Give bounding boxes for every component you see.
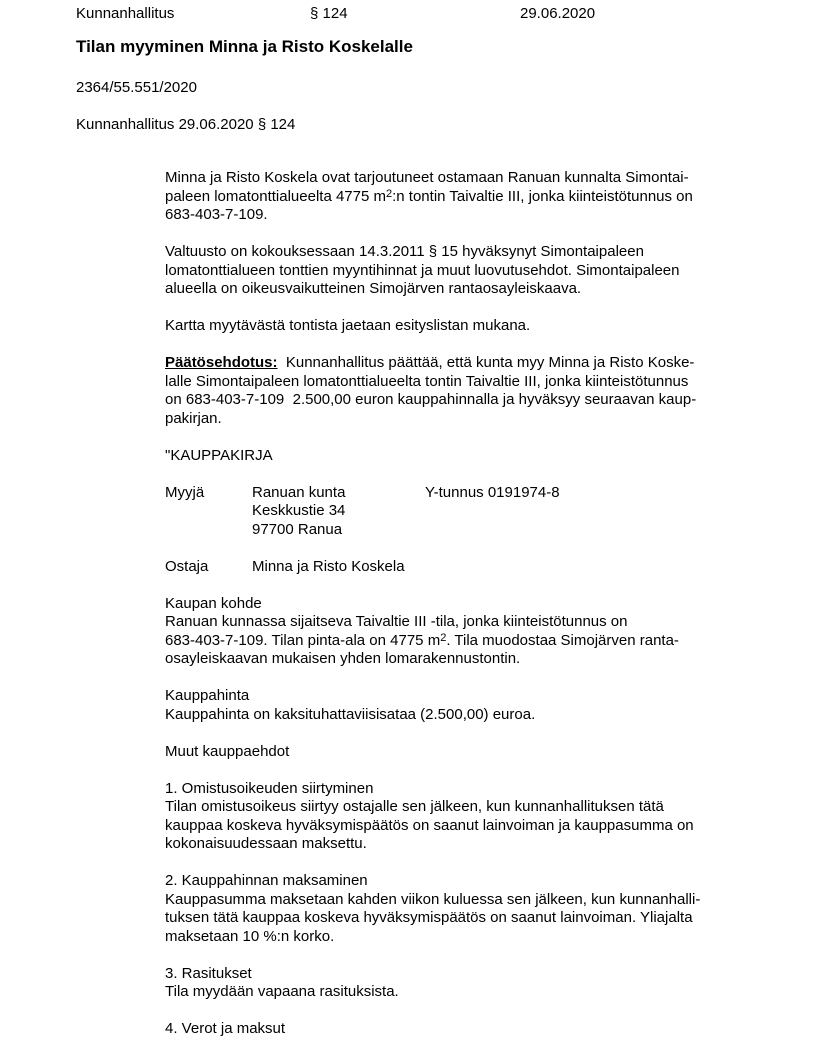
text-line: pakirjan. (165, 409, 222, 427)
paragraph (165, 317, 755, 336)
party-details (252, 558, 425, 577)
text-line: Kartta myytävästä tontista jaetaan esityslistan mukana. (165, 317, 531, 334)
superscript-2: 2 (440, 631, 447, 644)
section-number: § 124 (310, 5, 348, 22)
text-line: Kaupan kohde (165, 594, 262, 612)
text-line: Ostaja (165, 557, 209, 575)
party-id (425, 558, 755, 577)
text-line: Ranuan kunta (252, 483, 346, 501)
text-line: paleen lomatonttialueelta 4775 $m^2:n$ tontin Taivaltie III, jonka kiinteistötunnus on (165, 187, 693, 205)
paragraph (165, 872, 755, 946)
paragraph (165, 447, 755, 466)
paragraph (165, 743, 755, 762)
paragraph (165, 1020, 755, 1039)
text-line: "KAUPPAKIRJA (165, 446, 273, 464)
meeting-reference: Kunnanhallitus 29.06.2020 § 124 (76, 116, 296, 133)
text-line: alueella on oikeusvaikutteinen Simojärven rantaosayleiskaava. (165, 280, 582, 297)
text-line: 3. Rasitukset (165, 964, 252, 982)
text-line: Kauppasumma maksetaan kahden viikon kuluessa sen jälkeen, kun kunnanhalli- (165, 890, 701, 908)
text-line: tuksen tätä kauppaa koskeva hyväksymispäätös on saanut lainvoiman. Yliajalta (165, 909, 693, 926)
party-role-label (165, 558, 252, 577)
text-line: 683-403-7-109. (165, 206, 268, 223)
document-header (76, 5, 736, 24)
meeting-date: 29.06.2020 (520, 5, 596, 22)
text-line: 683-403-7-109. Tilan pinta-ala on 4775 $m^2$. Tila muodostaa Simojärven ranta- (165, 631, 679, 649)
party-row (165, 558, 755, 577)
text-line: Päätösehdotus: Kunnanhallitus päättää, että kunta myy Minna ja Risto Koske- (165, 354, 695, 371)
paragraph (165, 687, 755, 724)
text-line: Myyjä (165, 483, 205, 501)
party-id (425, 484, 755, 540)
paragraph (165, 965, 755, 1002)
text-line: Valtuusto on kokouksessaan 14.3.2011 § 15 hyväksynyt Simontaipaleen (165, 243, 644, 260)
text-line: 4. Verot ja maksut (165, 1020, 286, 1037)
text-line: kauppaa koskeva hyväksymispäätös on saanut lainvoiman ja kauppasumma on (165, 816, 694, 834)
text-line: Tila myydään vapaana rasituksista. (165, 983, 399, 1000)
case-number: 2364/55.551/2020 (76, 79, 197, 96)
text-line: maksetaan 10 %:n korko. (165, 927, 335, 945)
text-line: 1. Omistusoikeuden siirtyminen (165, 779, 374, 797)
text-line: Ranuan kunnassa sijaitseva Taivaltie III -tila, jonka kiinteistötunnus on (165, 613, 628, 630)
document-body (165, 169, 755, 1056)
text-line: Y-tunnus 0191974-8 (425, 483, 560, 501)
superscript-2: 2 (386, 187, 393, 200)
text-line: Minna ja Risto Koskela ovat tarjoutuneet ostamaan Ranuan kunnalta Simontai- (165, 169, 689, 186)
party-details (252, 484, 425, 540)
paragraph (165, 354, 755, 428)
party-role-label (165, 484, 252, 540)
text-line: Kauppahinta on kaksituhattaviisisataa (2.500,00) euroa. (165, 705, 536, 723)
text-line: Minna ja Risto Koskela (252, 557, 405, 575)
text-line: lomatonttialueen tonttien myyntihinnat ja muut luovutusehdot. Simontaipaleen (165, 261, 680, 279)
text-line: Muut kauppaehdot (165, 742, 290, 760)
text-line: 2. Kauppahinnan maksaminen (165, 872, 368, 889)
document-title: Tilan myyminen Minna ja Risto Koskelalle (76, 37, 413, 56)
text-line: lalle Simontaipaleen lomatonttialueelta tontin Taivaltie III, jonka kiinteistötunnus (165, 372, 689, 390)
text-line: Keskkustie 34 (252, 502, 346, 519)
text-line: on 683-403-7-109 2.500,00 euron kauppahinnalla ja hyväksyy seuraavan kaup- (165, 391, 697, 408)
decision-proposal-label: Päätösehdotus: (165, 354, 278, 371)
text-line: Tilan omistusoikeus siirtyy ostajalle sen jälkeen, kun kunnanhallituksen tätä (165, 798, 664, 815)
paragraph (165, 780, 755, 854)
paragraph (165, 595, 755, 669)
paragraph (165, 243, 755, 299)
paragraph (165, 169, 755, 225)
party-row (165, 484, 755, 540)
text-line: osayleiskaavan mukaisen yhden lomarakennustontin. (165, 650, 521, 667)
text-line: kokonaisuudessaan maksettu. (165, 835, 367, 852)
committee-name: Kunnanhallitus (76, 5, 175, 22)
text-line: 97700 Ranua (252, 520, 343, 538)
text-line: Kauppahinta (165, 687, 250, 704)
